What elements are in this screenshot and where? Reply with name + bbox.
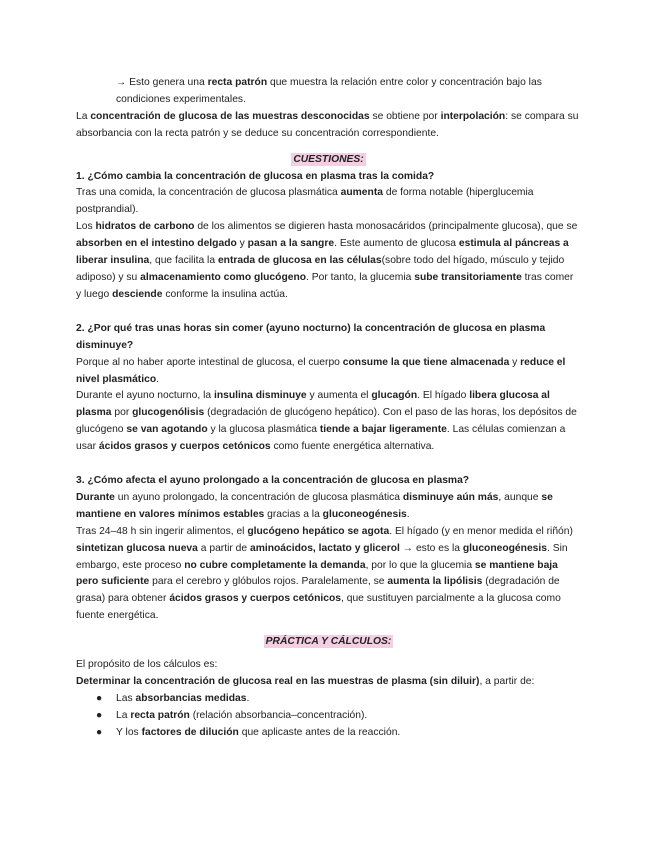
list-item: ● Y los factores de dilución que aplicaste antes de la reacción. bbox=[76, 725, 581, 742]
arrow-paragraph: → Esto genera una recta patrón que muestra la relación entre color y concentración bajo las condiciones experimentales. bbox=[116, 77, 542, 105]
interpolation-paragraph: La concentración de glucosa de las muestras desconocidas se obtiene por interpolación: se compara su absorbancia con la recta patrón y se deduce su concentración correspondiente. bbox=[76, 110, 579, 139]
question-1-answer-1: Tras una comida, la concentración de glucosa plasmática aumenta de forma notable (hiperglucemia postprandial). bbox=[76, 187, 534, 216]
spacer bbox=[76, 304, 581, 321]
question-2-title: 2. ¿Por qué tras unas horas sin comer (ayuno nocturno) la concentración de glucosa en plasma disminuye? bbox=[76, 322, 546, 351]
bullet-icon: ● bbox=[96, 726, 103, 738]
practica-goal: Determinar la concentración de glucosa real en las muestras de plasma (sin diluir), a partir de: bbox=[76, 676, 535, 687]
bullet-icon: ● bbox=[96, 692, 103, 704]
practica-purpose: El propósito de los cálculos es: bbox=[76, 659, 218, 671]
document-body bbox=[76, 75, 581, 742]
cuestiones-heading: CUESTIONES: bbox=[293, 153, 364, 165]
spacer bbox=[76, 456, 581, 473]
question-1-title: 1. ¿Cómo cambia la concentración de glucosa en plasma tras la comida? bbox=[76, 170, 435, 182]
question-2-answer-2: Durante el ayuno nocturno, la insulina disminuye y aumenta el glucagón. El hígado libera glucosa al plasma por glucogenólisis (degradación de glucógeno hepático). Con el paso de las horas, los depósitos de glucógeno se van agotando y la glucosa plasmática tiende a bajar ligeramente. Las células comienzan a usar ácidos grasos y cuerpos cetónicos como fuente energética alternativa. bbox=[76, 390, 577, 453]
question-3-title: 3. ¿Cómo afecta el ayuno prolongado a la concentración de glucosa en plasma? bbox=[76, 475, 470, 487]
practica-heading: PRÁCTICA Y CÁLCULOS: bbox=[265, 636, 392, 648]
question-1-answer-2: Los hidratos de carbono de los alimentos se digieren hasta monosacáridos (principalmente glucosa), que se absorben en el intestino delgado y pasan a la sangre. Este aumento de glucosa estimula al páncreas a liberar insulina, que facilita la entrada de glucosa en las células(sobre todo del hígado, músculo y tejido adiposo) y su almacenamiento como glucógeno. Por tanto, la glucemia sube transitoriamente tras comer y luego desciende conforme la insulina actúa. bbox=[76, 221, 578, 300]
list-item: ● Las absorbancias medidas. bbox=[76, 691, 581, 708]
question-2-answer-1: Porque al no haber aporte intestinal de glucosa, el cuerpo consume la que tiene almacenada y reduce el nivel plasmático. bbox=[76, 356, 566, 385]
bullet-icon: ● bbox=[96, 709, 103, 721]
question-3-answer-1: Durante un ayuno prolongado, la concentración de glucosa plasmática disminuye aún más, aunque se mantiene en valores mínimos estables gracias a la gluconeogénesis. bbox=[76, 491, 553, 520]
practica-list bbox=[76, 691, 581, 742]
question-3-answer-2: Tras 24–48 h sin ingerir alimentos, el glucógeno hepático se agota. El hígado (y en menor medida el riñón) sintetizan glucosa nueva a partir de aminoácidos, lactato y glicerol → esto es la gluconeogénesis. Sin embargo, este proceso no cubre completamente la demanda, por lo que la glucemia se mantiene baja pero suficiente para el cerebro y glóbulos rojos. Paralelamente, se aumenta la lipólisis (degradación de grasa) para obtener ácidos grasos y cuerpos cetónicos, que sustituyen parcialmente a la glucosa como fuente energética. bbox=[76, 525, 573, 622]
list-item: ● La recta patrón (relación absorbancia–concentración). bbox=[76, 708, 581, 725]
